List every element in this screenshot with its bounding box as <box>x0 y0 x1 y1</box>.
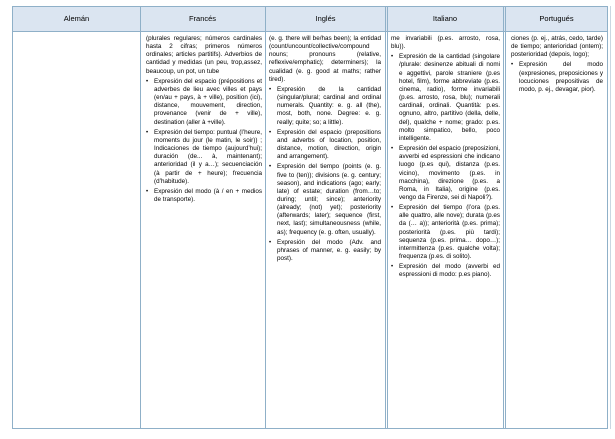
header-frances: Francés <box>188 14 217 23</box>
header-aleman: Alemán <box>63 14 90 23</box>
cell-frances <box>146 35 262 204</box>
bullet-icon <box>391 145 393 153</box>
column-divider <box>140 7 141 428</box>
list-item: • Expresión de la cantidad (singular/plural; cardinal and ordinal numerals. Quantity: e. g. all (the), most, both, none. Degree: e. g. really; quite; so; a little). <box>269 86 381 127</box>
bullet-icon <box>269 163 271 171</box>
outer-border <box>610 6 611 429</box>
list-item: • Expresión del modo (Adv. and phrases of manner, e. g. easily; by post). <box>269 239 381 263</box>
italiano-list <box>391 53 500 279</box>
cell-italiano <box>391 35 500 280</box>
list-item: • Expresión de la cantidad (singolare /plurale: desinenze abituali di nomi e aggettivi, parole straniere (p.es hotel, film), forme abbreviate (p.es. cinema, radio), forme invariabili (p.es. arrosto, rosa, blu); numerali cardinali, ordinali. Quantità: p.es. ognuno, altro, partitivo (della, delle, del), qualche + nome; grado: p.es. molto simpatico, bello, poco intelligente. <box>391 53 500 143</box>
frances-intro: (plurales regulares; números cardinales hasta 2 cifras; primeros números ordinales; articles partitifs). Adverbios de cantidad y medidas (un peu, trop,assez, beaucoup, un pot, un tube <box>146 35 262 75</box>
list-item: • Expresión del modo (à / en + medios de transporte). <box>146 188 262 204</box>
bullet-icon <box>511 61 513 69</box>
bullet-icon <box>146 188 148 196</box>
header-portugues: Portugués <box>539 14 574 23</box>
frances-list <box>146 78 262 204</box>
table-header-row <box>13 7 607 32</box>
column-divider <box>265 7 266 428</box>
bullet-icon <box>146 129 148 137</box>
bullet-icon <box>391 263 393 271</box>
list-item: • Expresión del espacio (prépositions et adverbes de lieu avec villes et pays (en/au + pays, à + ville), position (ici), distance, mouvement, direction, provenance (venir de + ville), destination (aller à +ville). <box>146 78 262 127</box>
content-table <box>12 6 608 429</box>
list-item: • Expresión del modo (expresiones, preposiciones y locuciones prepositivas de modo, p. ej., devagar, pior). <box>511 61 603 94</box>
cell-ingles <box>269 35 381 263</box>
cell-portugues <box>511 35 603 94</box>
portugues-list <box>511 61 603 94</box>
italiano-intro: me invariabili (p.es. arrosto, rosa, blu)). <box>391 35 500 51</box>
bullet-icon <box>269 239 271 247</box>
list-item: • Expresión del tiempo: puntual (l’heure, moments du jour (le matin, le soir)) ; Indicaciones de tiempo (aujourd’hui); duración (de... à, maintenant); anterioridad (il y a…); secuenciación (à partir de + heure); frecuencia (d’habitude). <box>146 129 262 186</box>
list-item: • Expresión del tiempo (points (e. g. five to (ten)); divisions (e. g. century; season), and indications (ago; early; late) of estate; duration (from…to; during; until; since); anteriority (already; (not) yet); posteriority (afterwards; later); sequence (first, next, last); simultaneousness (while, as); frequency (e. g. often, usually). <box>269 163 381 236</box>
column-divider <box>503 7 506 428</box>
bullet-icon <box>391 204 393 212</box>
ingles-list <box>269 86 381 263</box>
column-divider <box>385 7 388 428</box>
list-item: • Expresión del tiempo (l’ora (p.es. alle quattro, alle nove); durata (p.es da (… a)); anteriorità (p.es. prima); posteriorità (p.es. più tardi); sequenza (p.es. prima… dopo…); intermittenza (p.es. qualche volta); frequenza (p.es. di solito). <box>391 204 500 261</box>
bullet-icon <box>269 129 271 137</box>
bullet-icon <box>269 86 271 94</box>
portugues-intro: ciones (p. ej., atrás, cedo, tarde) de tiempo; anterioridad (ontem); posterioridad (depois, logo); <box>511 35 603 59</box>
list-item: • Expresión del espacio (prepositions and adverbs of location, position, distance, motion, direction, origin and arrangement). <box>269 129 381 162</box>
list-item: • Expresión del espacio (preposizioni, avverbi ed espressioni che indicano luogo (p.es qui), distanza (p.es. vicino), movimento (p.es. in macchina), direzione (p.es. a Roma, in Italia), origine (p.es. vengo da Firenze, sei di Napoli?). <box>391 145 500 202</box>
bullet-icon <box>391 53 393 61</box>
bullet-icon <box>146 78 148 86</box>
header-ingles: Inglés <box>315 14 336 23</box>
list-item: • Expresión del modo (avverbi ed espressioni di modo: p.es piano). <box>391 263 500 279</box>
ingles-intro: (e. g. there will be/has been); la entidad (count/uncount/collective/compound nouns; pronouns (relative, reflexive/emphatic); determiners); la cualidad (e. g. good at maths; rather tired). <box>269 35 381 83</box>
header-italiano: Italiano <box>432 14 458 23</box>
